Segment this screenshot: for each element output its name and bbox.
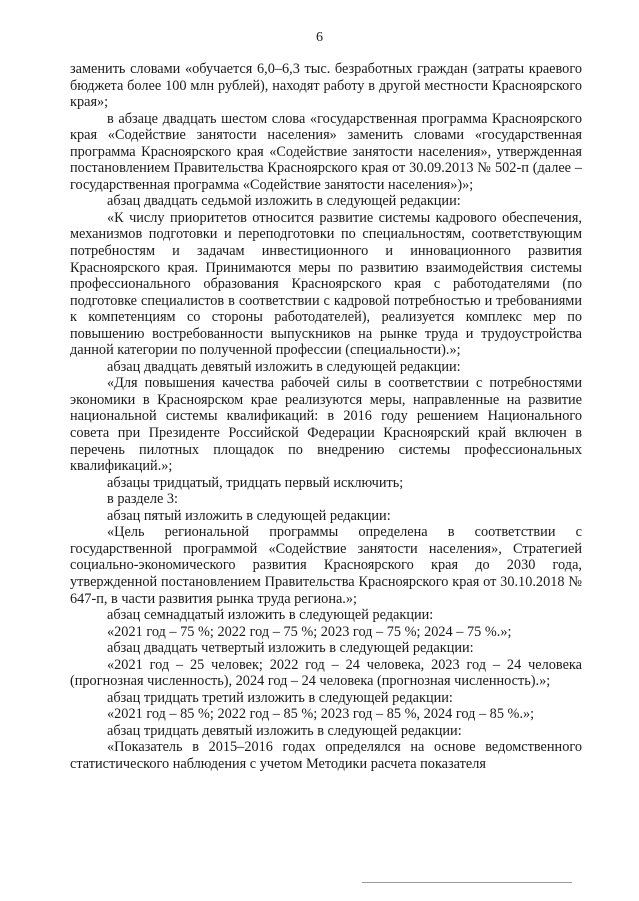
paragraph: абзац двадцать девятый изложить в следующей редакции: [107,358,461,375]
paragraph: в абзаце двадцать шестом слова «государственная программа Красноярского края «Содействие занятости населения» заменить словами «государственная программа Красноярского края «Содействие занятости населения», утвержденная постановлением Правительства Красноярского края от 30.09.2013 № 502-п (далее – государственная программа «Содействие занятости населения»)»; [70,110,582,193]
document-body [70,61,582,773]
paragraph-quote: «Показатель в 2015–2016 годах определялся на основе ведомственного статистического наблюдения с учетом Методики расчета показателя [70,739,582,772]
paragraph-quote: «2021 год – 25 человек; 2022 год – 24 человека, 2023 год – 24 человека (прогнозная численность), 2024 год – 24 человека (прогнозная численность).»; [70,656,582,690]
paragraph: абзацы тридцатый, тридцать первый исключить; [107,474,404,491]
paragraph: абзац тридцать третий изложить в следующей редакции: [107,689,453,706]
paragraph: абзац тридцать девятый изложить в следующей редакции: [107,722,462,739]
page-number: 6 [316,30,323,45]
paragraph-quote: «Цель региональной программы определена в соответствии с государственной программой «Содействие занятости населения», Стратегией социально-экономического развития Красноярского края до 2030 года, утвержденной постановлением Правительства Красноярского края от 30.10.2018 № 647-п, в части развития рынка труда региона.»; [70,524,582,607]
paragraph-quote: «К числу приоритетов относится развитие системы кадрового обеспечения, механизмов подготовки и переподготовки по специальностям, соответствующим потребностям и задачам инвестиционного и инновационного развития Красноярского края. Принимаются меры по развитию взаимодействия системы профессионального образования Красноярского края с работодателями (по подготовке специалистов в соответствии с кадровой потребностью и требованиями к компетенциям со стороны работодателей), реализуется комплекс мер по повышению востребованности выпускников на рынке труда и трудоустройства данной категории по полученной профессии (специальности).»; [70,209,582,359]
scan-edge-line [362,882,572,883]
paragraph-quote: «2021 год – 75 %; 2022 год – 75 %; 2023 год – 75 %; 2024 – 75 %.»; [107,623,512,640]
paragraph-quote: «Для повышения качества рабочей силы в соответствии с потребностями экономики в Красноярском крае реализуются меры, направленные на развитие национальной системы квалификаций: в 2016 году решением Национального совета при Президенте Российской Федерации Красноярский край включен в перечень пилотных площадок по внедрению системы профессиональных квалификаций.»; [70,375,582,475]
section-heading: в разделе 3: [107,491,179,508]
paragraph: абзац пятый изложить в следующей редакции: [107,507,391,524]
paragraph-quote: «2021 год – 85 %; 2022 год – 85 %; 2023 год – 85 %, 2024 год – 85 %.»; [107,706,535,723]
paragraph: абзац семнадцатый изложить в следующей редакции: [107,607,434,624]
paragraph-continuation: заменить словами «обучается 6,0–6,3 тыс. безработных граждан (затраты краевого бюджета более 100 млн рублей), находят работу в другой местности Красноярского края»; [70,61,582,111]
paragraph: абзац двадцать четвертый изложить в следующей редакции: [107,640,474,657]
paragraph: абзац двадцать седьмой изложить в следующей редакции: [107,193,461,210]
